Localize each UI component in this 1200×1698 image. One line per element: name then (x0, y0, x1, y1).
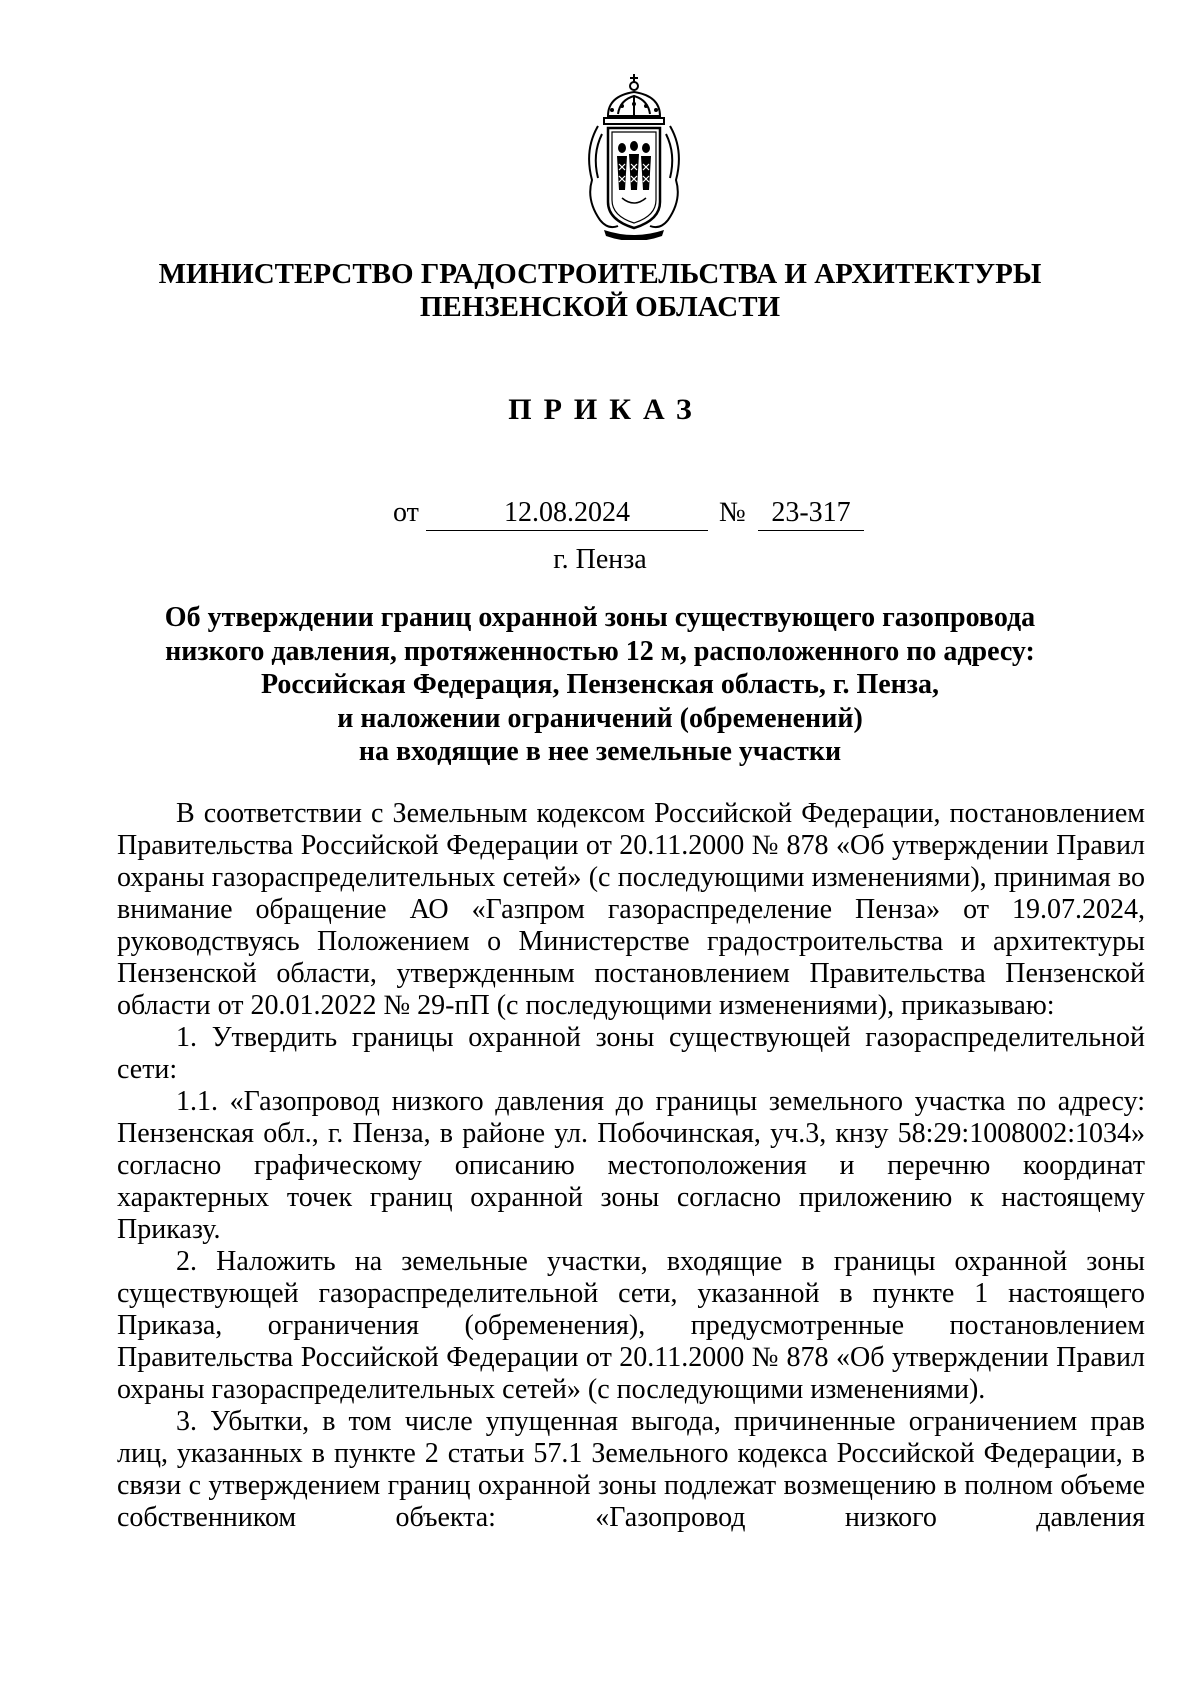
item-3-paragraph: 3. Убытки, в том числе упущенная выгода, причиненные ограничением прав лиц, указанных в пункте 2 статьи 57.1 Земельного кодекса Российской Федерации, в связи с утверждением границ охранной зоны подлежат возмещению в полном объеме собственником объекта: «Газопровод низкого давления (117, 1406, 1145, 1533)
item-2-paragraph: 2. Наложить на земельные участки, входящие в границы охранной зоны существующей газораспределительной сети, указанной в пункте 1 настоящего Приказа, ограничения (обременения), предусмотренные постановлением Правительства Российской Федерации от 20.11.2000 № 878 «Об утверждении Правил охраны газораспределительных сетей» (с последующими изменениями). (117, 1246, 1145, 1405)
subject-line-1: Об утверждении границ охранной зоны существующего газопровода (164, 602, 1036, 633)
item-1-1-paragraph: 1.1. «Газопровод низкого давления до границы земельного участка по адресу: Пензенская обл., г. Пенза, в районе ул. Побочинская, уч.3, кнзу 58:29:1008002:1034» согласно графическому описанию местоположения и перечню координат характерных точек границ охранной зоны согласно приложению к настоящему Приказу. (117, 1086, 1145, 1245)
ministry-name (0, 258, 1200, 324)
subject-line-3: Российская Федерация, Пензенская область, г. Пенза, (260, 669, 940, 700)
ministry-line-2: ПЕНЗЕНСКОЙ ОБЛАСТИ (419, 291, 781, 323)
subject-line-5: на входящие в нее земельные участки (358, 736, 842, 767)
coat-of-arms-emblem (578, 70, 690, 240)
city-label: г. Пенза (553, 544, 647, 575)
subject-line-2: низкого давления, протяженностью 12 м, расположенного по адресу: (165, 635, 1035, 667)
ministry-line-1: МИНИСТЕРСТВО ГРАДОСТРОИТЕЛЬСТВА И АРХИТЕКТУРЫ (158, 258, 1042, 290)
order-subject (0, 601, 1200, 769)
date-number-line (0, 497, 1200, 533)
from-label: от (393, 497, 419, 528)
preamble-paragraph: В соответствии с Земельным кодексом Российской Федерации, постановлением Правительства Российской Федерации от 20.11.2000 № 878 «Об утверждении Правил охраны газораспределительных сетей» (с последующими изменениями), принимая во внимание обращение АО «Газпром газораспределение Пенза» от 19.07.2024, руководствуясь Положением о Министерстве градостроительства и архитектуры Пензенской области, утвержденным постановлением Правительства Пензенской области от 20.01.2022 № 29-пП (с последующими изменениями), приказываю: (117, 798, 1145, 1021)
item-1-paragraph: 1. Утвердить границы охранной зоны существующей газораспределительной сети: (117, 1022, 1145, 1085)
document-type-title: ПРИКАЗ (508, 393, 704, 426)
subject-line-4: и наложении ограничений (обременений) (337, 702, 863, 734)
number-sign: № (719, 497, 746, 528)
order-number: 23-317 (758, 497, 864, 531)
order-body (117, 798, 1145, 1534)
order-date: 12.08.2024 (426, 497, 708, 531)
